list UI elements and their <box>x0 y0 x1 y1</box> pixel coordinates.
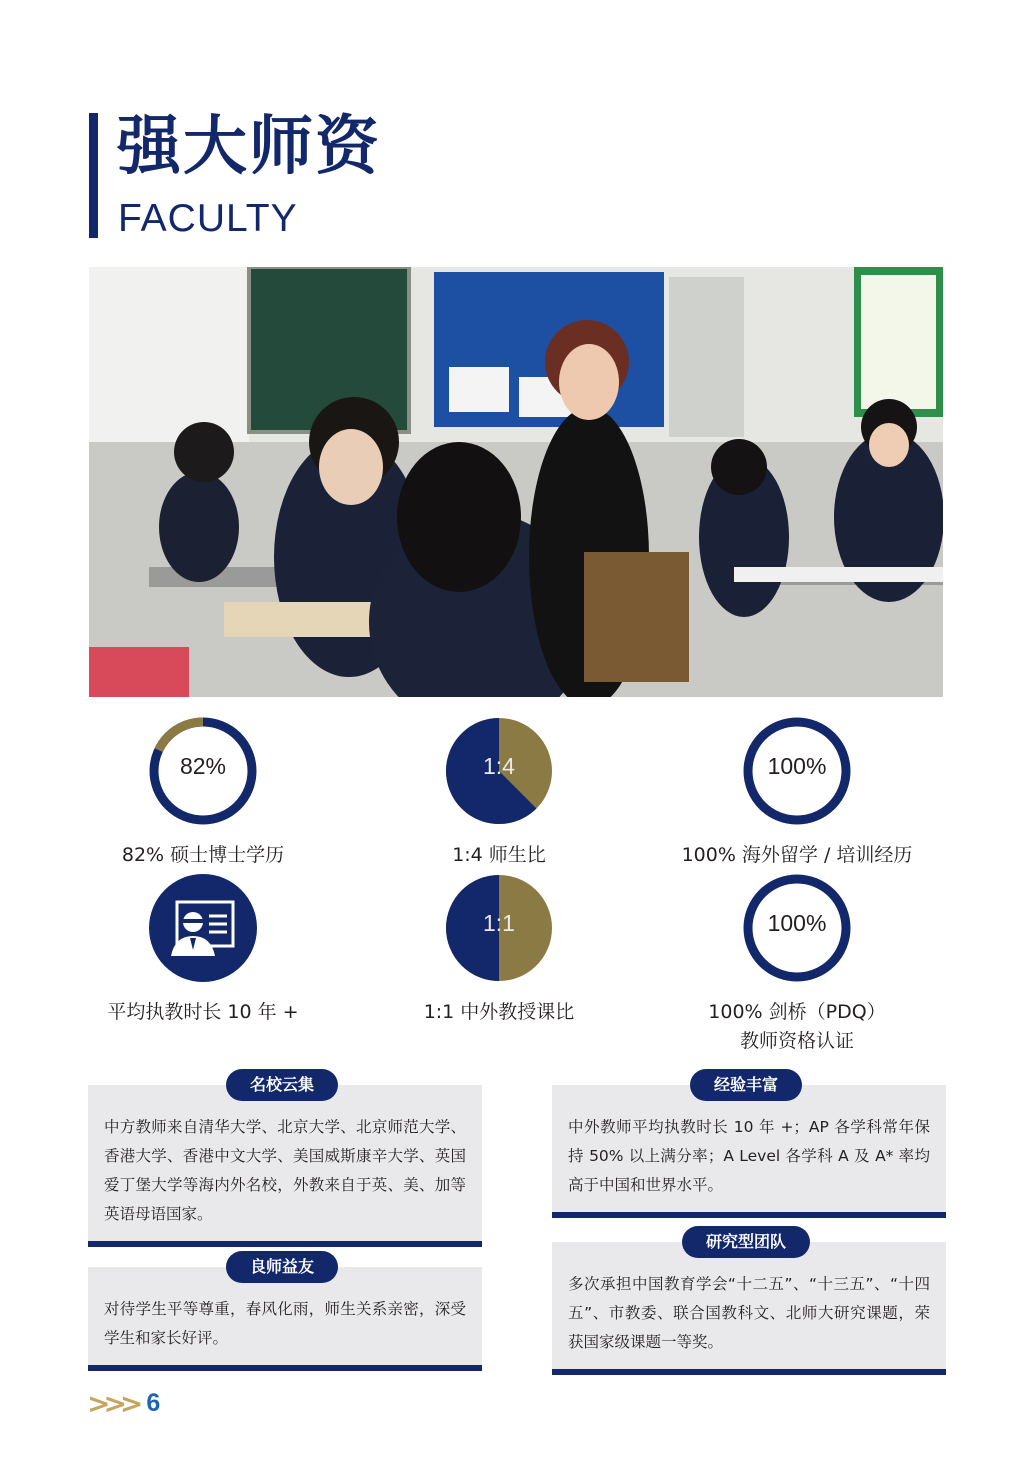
panel-mentor-title: 良师益友 <box>226 1251 338 1283</box>
stat-degree-value: 82% <box>179 753 227 779</box>
classroom-photo <box>89 267 943 697</box>
stat-cambridge-caption <box>627 998 967 1056</box>
stat-degree <box>33 715 373 870</box>
panel-research-text: 多次承担中国教育学会“十二五”、“十三五”、“十四五”、市教委、联合国教科文、北师大研究课题，荣获国家级课题一等奖。 <box>568 1275 930 1351</box>
panel-mentor <box>88 1257 482 1371</box>
pie-icon <box>443 715 555 827</box>
page-title: 强大师资 <box>117 110 381 184</box>
ring-progress-icon <box>147 715 259 827</box>
stat-cambridge-caption-line1: 100% 剑桥（PDQ） <box>708 1001 886 1023</box>
page-footer <box>87 1388 160 1418</box>
ring-progress-icon <box>741 872 853 984</box>
panel-famous-schools-title: 名校云集 <box>226 1069 338 1101</box>
stat-cambridge-value: 100% <box>767 910 827 936</box>
stat-overseas-caption: 100% 海外留学 / 培训经历 <box>681 844 913 866</box>
pie-icon <box>443 872 555 984</box>
panel-experience <box>552 1075 946 1218</box>
stat-overseas <box>627 715 967 870</box>
title-accent-bar <box>89 113 98 238</box>
panel-famous-schools-text: 中方教师来自清华大学、北京大学、北京师范大学、香港大学、香港中文大学、美国威斯康辛大学、英国爱丁堡大学等海内外名校，外教来自于英、美、加等英语母语国家。 <box>104 1118 466 1223</box>
teacher-icon-graphic <box>147 872 259 984</box>
chevron-decoration: >>> <box>87 1386 137 1420</box>
stat-overseas-value: 100% <box>767 753 827 779</box>
stat-ratio <box>329 715 669 870</box>
stat-ratio-caption: 1:4 师生比 <box>452 844 546 866</box>
teacher-at-board-icon <box>147 872 259 984</box>
panel-experience-title: 经验丰富 <box>690 1069 802 1101</box>
page-subtitle: FACULTY <box>118 197 298 240</box>
ring-remaining-arc <box>159 722 203 750</box>
stat-ratio-value: 1:4 <box>483 753 515 779</box>
stat-native-ratio-value: 1:1 <box>483 910 515 936</box>
panel-experience-text: 中外教师平均执教时长 10 年 +；AP 各学科常年保持 50% 以上满分率；A Level 各学科 A 及 A* 率均高于中国和世界水平。 <box>568 1118 930 1194</box>
classroom-photo-illustration <box>89 267 943 697</box>
stat-teaching-years-caption: 平均执教时长 10 年 + <box>107 1001 299 1023</box>
panel-famous-schools <box>88 1075 482 1247</box>
page-number: 6 <box>146 1388 161 1417</box>
stat-teaching-years <box>33 872 373 1027</box>
ring-progress-icon <box>741 715 853 827</box>
stat-cambridge-caption-line2: 教师资格认证 <box>739 1030 854 1052</box>
panel-research-title: 研究型团队 <box>682 1226 810 1258</box>
panel-research <box>552 1232 946 1375</box>
stat-cambridge <box>627 872 967 1056</box>
stat-degree-caption: 82% 硕士博士学历 <box>121 844 285 866</box>
stat-native-ratio <box>329 872 669 1027</box>
panel-mentor-text: 对待学生平等尊重，春风化雨，师生关系亲密，深受学生和家长好评。 <box>104 1300 466 1347</box>
stat-native-ratio-caption: 1:1 中外教授课比 <box>423 1001 575 1023</box>
